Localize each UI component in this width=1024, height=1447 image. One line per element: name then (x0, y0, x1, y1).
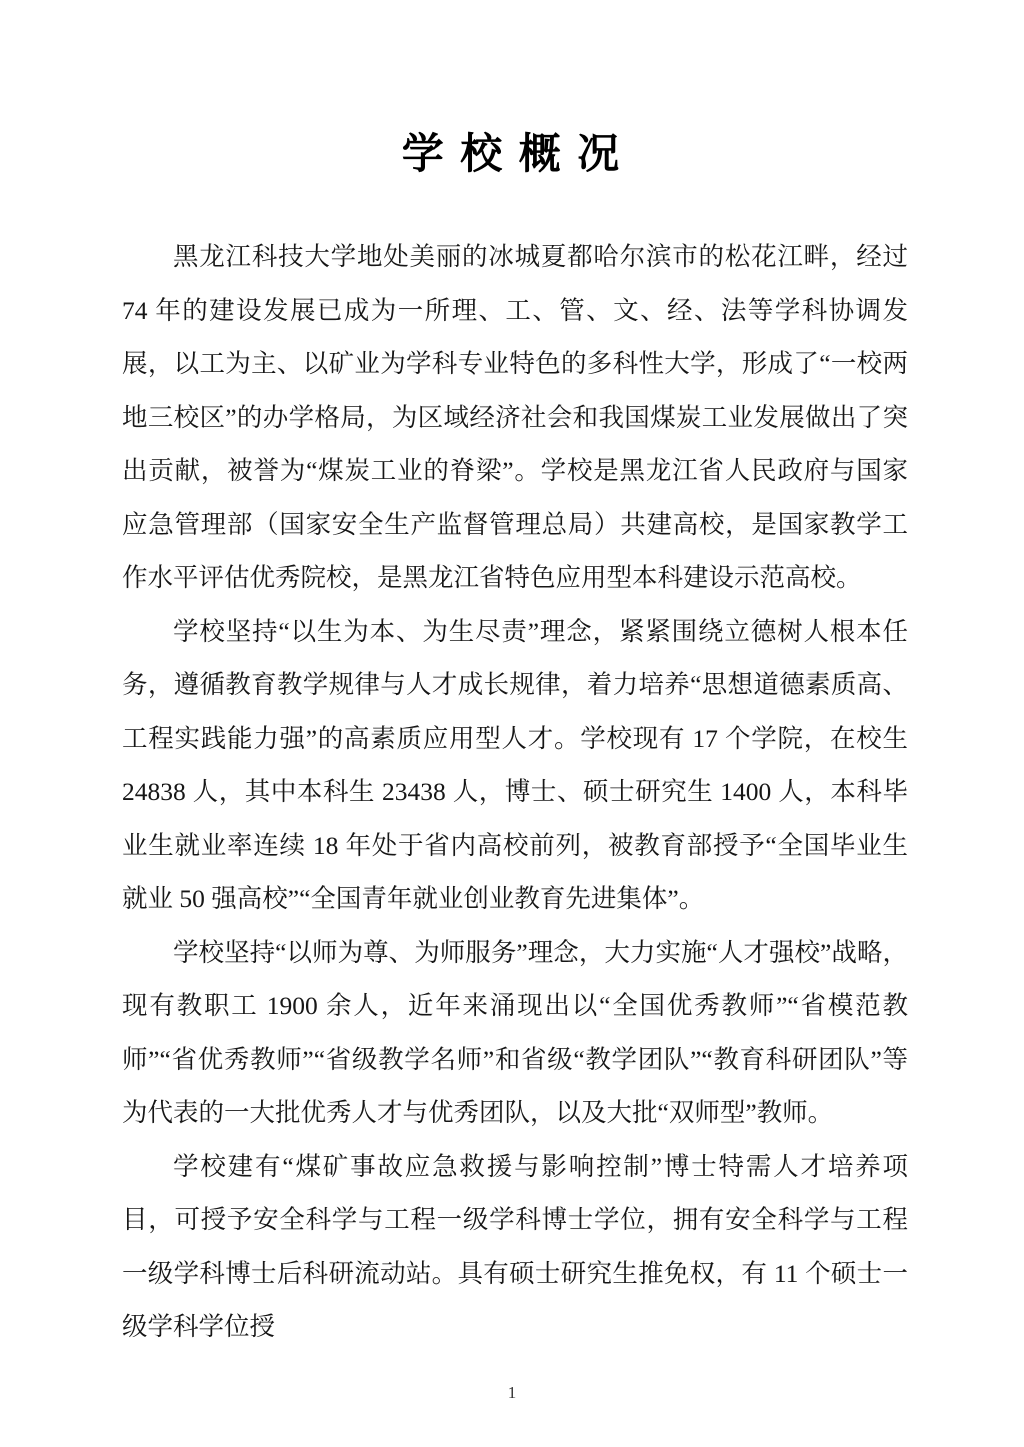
paragraph-intro: 黑龙江科技大学地处美丽的冰城夏都哈尔滨市的松花江畔，经过 74 年的建设发展已成为一所理、工、管、文、经、法等学科协调发展，以工为主、以矿业为学科专业特色的多科性大学，形成了“一校两地三校区”的办学格局，为区域经济社会和我国煤炭工业发展做出了突出贡献，被誉为“煤炭工业的脊梁”。学校是黑龙江省人民政府与国家应急管理部（国家安全生产监督管理总局）共建高校，是国家教学工作水平评估优秀院校，是黑龙江省特色应用型本科建设示范高校。 (122, 242, 908, 593)
paragraph-students: 学校坚持“以生为本、为生尽责”理念，紧紧围绕立德树人根本任务，遵循教育教学规律与人才成长规律，着力培养“思想道德素质高、工程实践能力强”的高素质应用型人才。学校现有 17 个学院，在校生 24838 人，其中本科生 23438 人，博士、硕士研究生 1400 人，本科毕业生就业率连续 18 年处于省内高校前列，被教育部授予“全国毕业生就业 50 强高校”“全国青年就业创业教育先进集体”。 (122, 616, 908, 914)
document-body (122, 230, 908, 1354)
paragraph-programs: 学校建有“煤矿事故应急救援与影响控制”博士特需人才培养项目，可授予安全科学与工程一级学科博士学位，拥有安全科学与工程一级学科博士后科研流动站。具有硕士研究生推免权，有 11 个硕士一级学科学位授 (122, 1151, 908, 1342)
page-title: 学 校 概 况 (401, 132, 623, 178)
paragraph-faculty: 学校坚持“以师为尊、为师服务”理念，大力实施“人才强校”战略，现有教职工 1900 余人，近年来涌现出以“全国优秀教师”“省模范教师”“省优秀教师”“省级教学名师”和省级“教学团队”“教育科研团队”等为代表的一大批优秀人才与优秀团队，以及大批“双师型”教师。 (122, 937, 908, 1128)
page-number: 1 (507, 1383, 517, 1402)
